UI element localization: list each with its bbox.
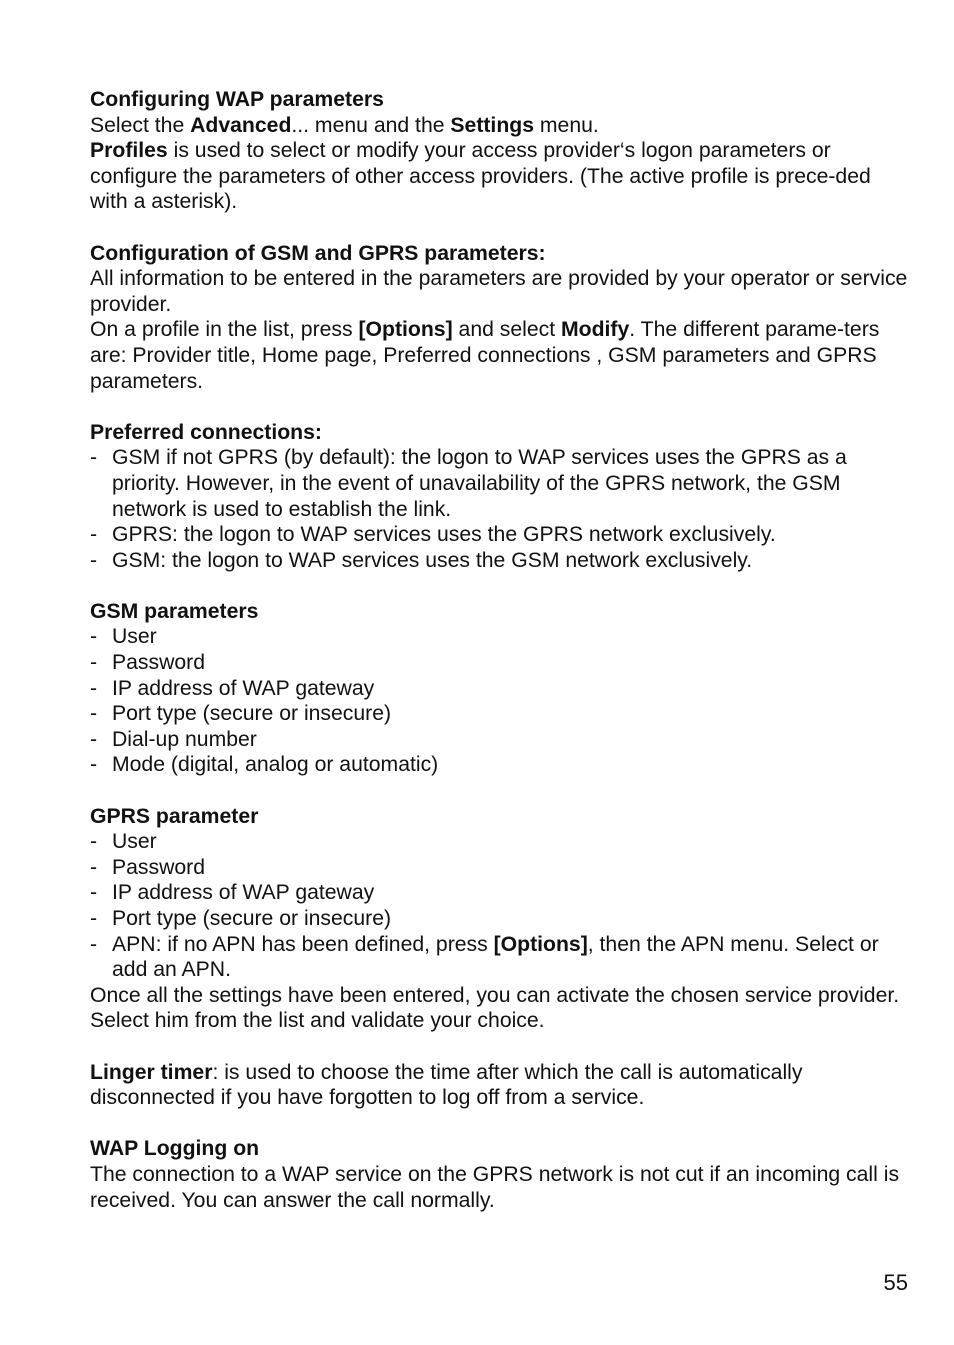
paragraph: All information to be entered in the parameters are provided by your operator or service provider. — [90, 267, 908, 316]
section-heading: WAP Logging on — [90, 1137, 260, 1161]
text-run: menu. — [534, 113, 599, 137]
bullet-list — [90, 829, 910, 983]
section-configuring-wap — [90, 87, 910, 215]
menu-item-modify: Modify — [561, 318, 630, 342]
list-item: - Mode (digital, analog or automatic) — [90, 752, 910, 778]
section-wap-logging-on — [90, 1136, 910, 1213]
term-profiles: Profiles — [90, 139, 168, 163]
paragraph — [90, 113, 910, 139]
text-run: On a profile in the list, press — [90, 318, 359, 342]
section-preferred-connections — [90, 420, 910, 574]
manual-page — [90, 87, 910, 1239]
list-item: - Password — [90, 650, 910, 676]
paragraph — [90, 138, 910, 215]
section-gsm-parameters — [90, 599, 910, 778]
list-item: - Port type (secure or insecure) — [90, 906, 910, 932]
section-heading: GPRS parameter — [90, 804, 259, 828]
section-heading: GSM parameters — [90, 599, 259, 623]
text-run: ... menu and the — [291, 113, 451, 137]
menu-name-settings: Settings — [450, 113, 534, 137]
section-heading: Configuring WAP parameters — [90, 88, 384, 111]
term-linger-timer: Linger timer — [90, 1060, 213, 1084]
bullet-list — [90, 445, 910, 573]
page-number: 55 — [883, 1270, 908, 1295]
list-item: - IP address of WAP gateway — [90, 676, 910, 702]
text-run: Select the — [90, 113, 191, 137]
text-run: , then the APN menu. Select or add an APN. — [112, 932, 879, 982]
list-item: - GSM: the logon to WAP services uses the GSM network exclusively. — [90, 548, 910, 574]
menu-name-advanced: Advanced — [190, 113, 292, 137]
paragraph — [90, 317, 910, 394]
paragraph: The connection to a WAP service on the GPRS network is not cut if an incoming call is received. You can answer the call normally. — [90, 1162, 900, 1212]
list-item: - Dial-up number — [90, 727, 910, 753]
section-linger-timer — [90, 1060, 910, 1111]
paragraph: Once all the settings have been entered, you can activate the chosen service provider. Select him from the list and validate your choice. — [90, 983, 900, 1033]
list-item: - GSM if not GPRS (by default): the logon to WAP services uses the GPRS as a priority. However, in the event of unavailability of the GPRS network, the GSM network is used to establish the link. — [90, 445, 910, 522]
section-heading: Configuration of GSM and GPRS parameters: — [90, 241, 546, 265]
list-item: - User — [90, 829, 910, 855]
paragraph — [90, 1060, 910, 1111]
section-heading: Preferred connections: — [90, 420, 322, 444]
section-gprs-parameter — [90, 804, 910, 1034]
text-run: APN: if no APN has been defined, press — [112, 932, 494, 956]
text-run: is used to select or modify your access provider‘s logon parameters or configure the parameters of other access providers. (The active profile is prece-ded with a asterisk). — [90, 139, 871, 214]
key-options: [Options] — [358, 318, 453, 342]
list-item — [90, 932, 910, 983]
list-item: - Port type (secure or insecure) — [90, 701, 910, 727]
list-item: - User — [90, 624, 910, 650]
list-item: - Password — [90, 855, 910, 881]
list-item: - IP address of WAP gateway — [90, 880, 910, 906]
section-gsm-gprs-config — [90, 241, 910, 395]
text-run: . The different parame-ters are: Provider title, Home page, Preferred connections , GSM parameters and GPRS parameters. — [90, 318, 880, 393]
text-run: and select — [452, 318, 562, 342]
list-item: - GPRS: the logon to WAP services uses the GPRS network exclusively. — [90, 522, 910, 548]
text-run: : is used to choose the time after which the call is automatically disconnected if you have forgotten to log off from a service. — [90, 1060, 803, 1110]
key-options: [Options] — [493, 932, 588, 956]
bullet-list — [90, 624, 910, 778]
